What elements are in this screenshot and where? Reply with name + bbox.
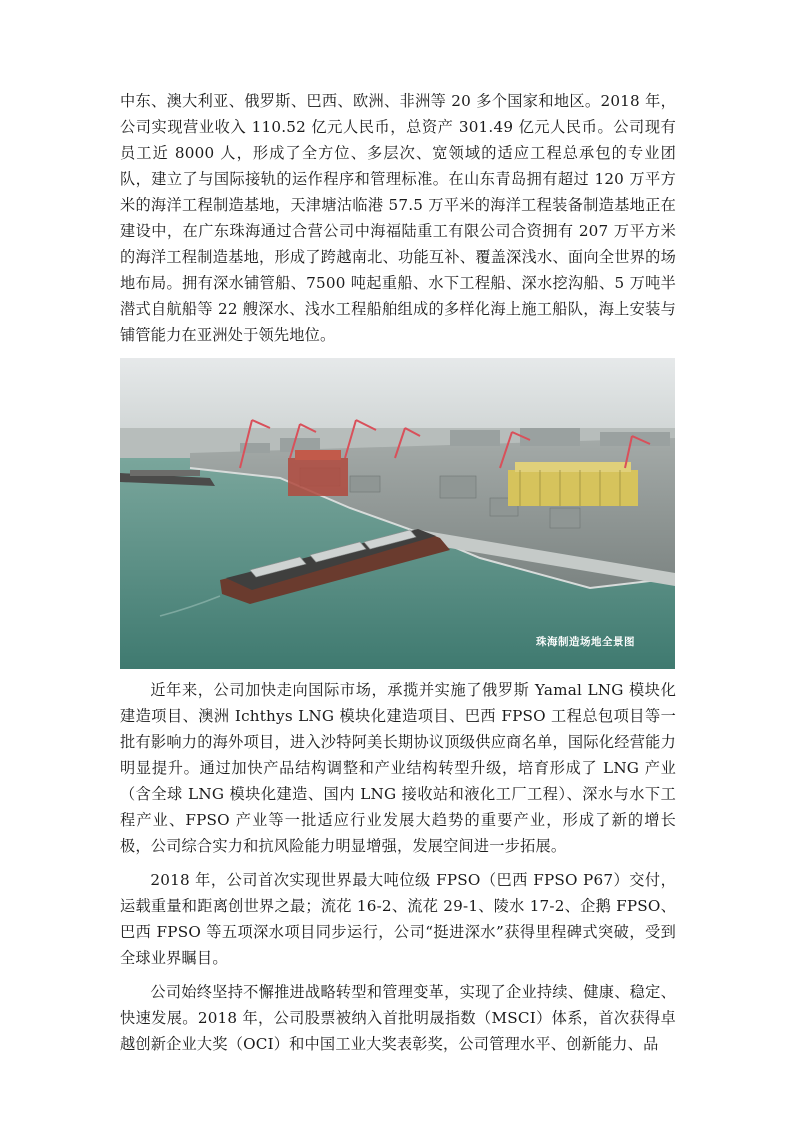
- shipyard-photo: [120, 358, 675, 669]
- shipyard-aerial-illustration: [120, 358, 675, 669]
- paragraph-4: 公司始终坚持不懈推进战略转型和管理变革，实现了企业持续、健康、稳定、快速发展。2018 年，公司股票被纳入首批明晟指数（MSCI）体系，首次获得卓越创新企业大奖（OCI）和中国工业大奖表彰奖，公司管理水平、创新能力、品: [120, 983, 676, 1053]
- figure-caption: 珠海制造场地全景图: [536, 636, 635, 648]
- paragraph-2: 近年来，公司加快走向国际市场，承揽并实施了俄罗斯 Yamal LNG 模块化建造项目、澳洲 Ichthys LNG 模块化建造项目、巴西 FPSO 工程总包项目等一批有影响力的海外项目，进入沙特阿美长期协议顶级供应商名单，国际化经营能力明显提升。通过加快产品结构调整和产业结构转型升级，培育形成了 LNG 产业（含全球 LNG 模块化建造、国内 LNG 接收站和液化工厂工程）、深水与水下工程产业、FPSO 产业等一批适应行业发展大趋势的重要产业，形成了新的增长极，公司综合实力和抗风险能力明显增强，发展空间进一步拓展。: [120, 681, 676, 855]
- paragraph-3: 2018 年，公司首次实现世界最大吨位级 FPSO（巴西 FPSO P67）交付，运载重量和距离创世界之最；流花 16-2、流花 29-1、陵水 17-2、企鹅 FPSO、巴西 FPSO 等五项深水项目同步运行，公司“挺进深水”获得里程碑式突破，受到全球业界瞩目。: [120, 871, 676, 967]
- paragraph-1: 中东、澳大利亚、俄罗斯、巴西、欧洲、非洲等 20 多个国家和地区。2018 年，公司实现营业收入 110.52 亿元人民币，总资产 301.49 亿元人民币。公司现有员工近 8000 人，形成了全方位、多层次、宽领域的适应工程总承包的专业团队，建立了与国际接轨的运作程序和管理标准。在山东青岛拥有超过 120 万平方米的海洋工程制造基地，天津塘沽临港 57.5 万平米的海洋工程装备制造基地正在建设中，在广东珠海通过合营公司中海福陆重工有限公司合资拥有 207 万平方米的海洋工程制造基地，形成了跨越南北、功能互补、覆盖深浅水、面向全世界的场地布局。拥有深水铺管船、7500 吨起重船、水下工程船、深水挖沟船、5 万吨半潜式自航船等 22 艘深水、浅水工程船舶组成的多样化海上施工船队，海上安装与铺管能力在亚洲处于领先地位。: [120, 92, 676, 344]
- document-page: [120, 88, 676, 1057]
